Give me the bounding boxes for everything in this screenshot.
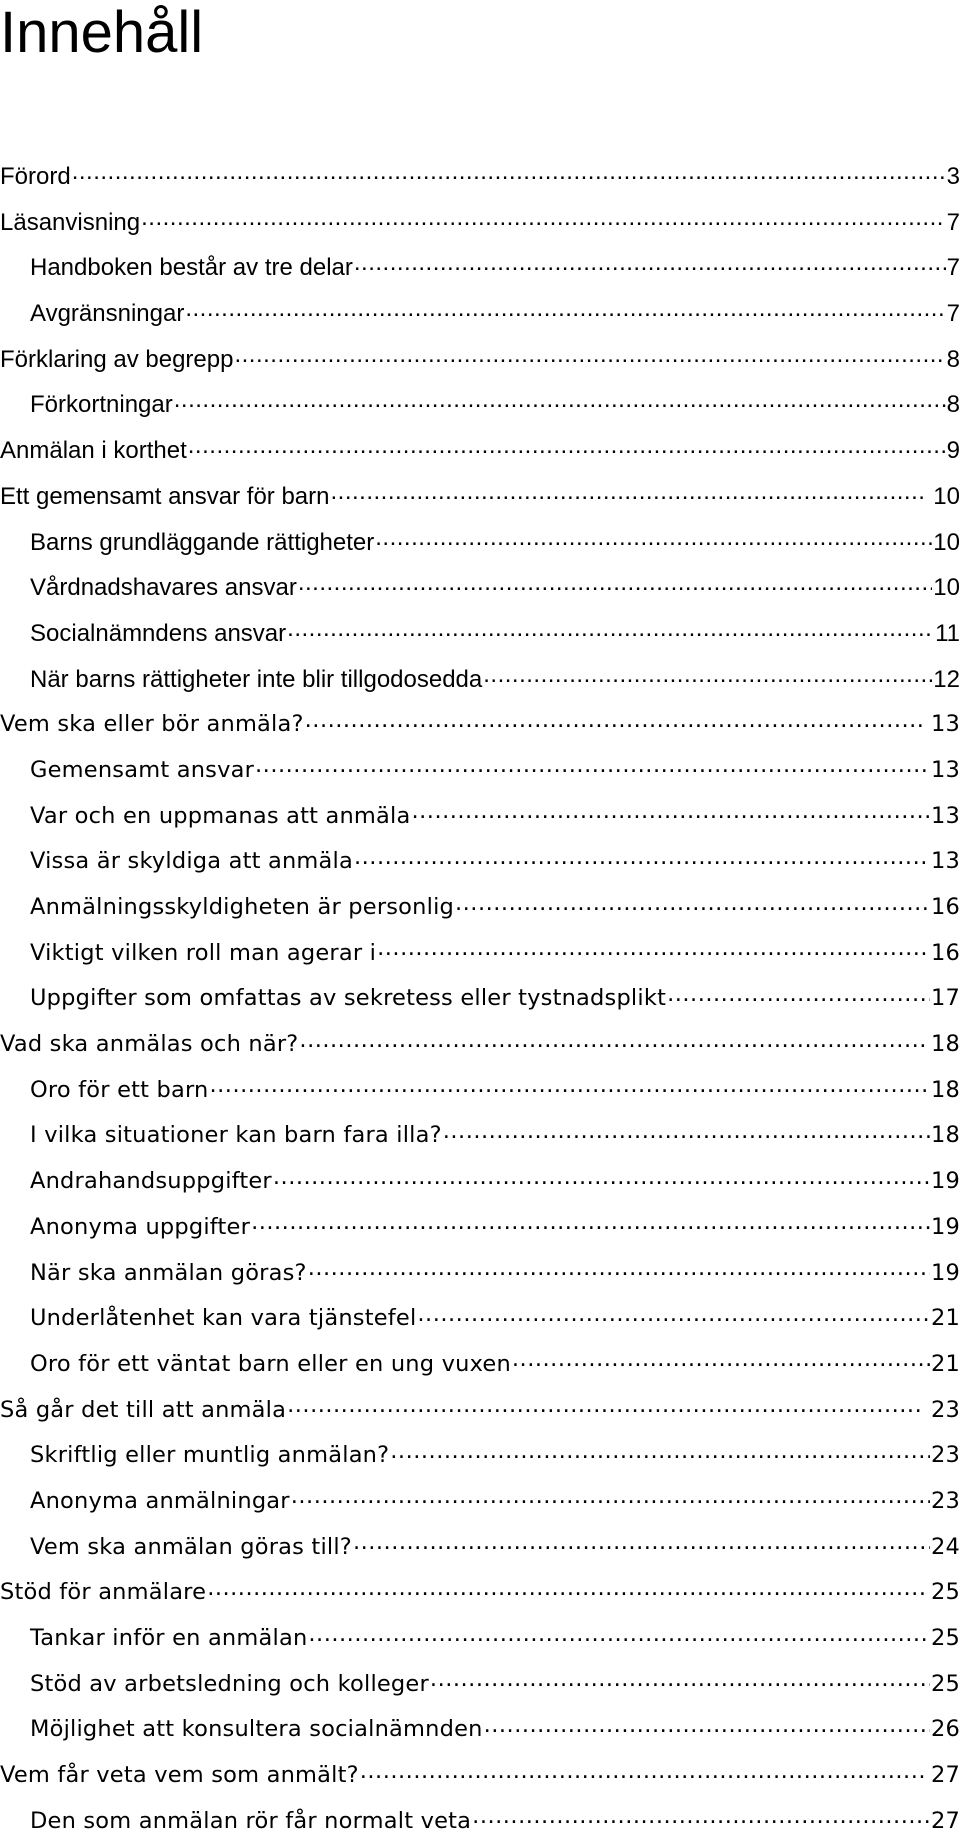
toc-dot-leader xyxy=(443,1120,930,1143)
toc-entry-label: Socialnämndens ansvar xyxy=(30,619,287,647)
toc-dot-leader xyxy=(291,1485,930,1508)
toc-page-number: 19 xyxy=(930,1213,960,1240)
toc-dot-leader xyxy=(375,526,932,550)
toc-dot-leader xyxy=(417,1303,930,1326)
toc-dot-leader xyxy=(234,343,945,367)
toc-entry-label: Anonyma uppgifter xyxy=(30,1213,251,1240)
toc-page-number: 25 xyxy=(930,1625,960,1651)
toc-page-number: 13 xyxy=(930,756,960,783)
toc-entry-label: Var och en uppmanas att anmäla xyxy=(30,802,411,829)
toc-entry-nar-ska-anmalan[interactable] xyxy=(0,1251,960,1297)
toc-entry-rattigheter-tillgodosedda[interactable] xyxy=(0,657,960,703)
toc-entry-label: Skriftlig eller muntlig anmälan? xyxy=(30,1442,390,1469)
toc-entry-label: Andrahandsuppgifter xyxy=(30,1168,272,1195)
toc-entry-personlig[interactable] xyxy=(0,885,960,931)
toc-page-number: 23 xyxy=(930,1442,960,1469)
toc-entry-barns-rattigheter[interactable] xyxy=(0,520,960,566)
toc-dot-leader xyxy=(141,206,946,230)
toc-page-number: 11 xyxy=(935,619,960,647)
toc-dot-leader xyxy=(390,1440,930,1463)
toc-entry-vem-ska-anmala[interactable] xyxy=(0,702,960,748)
toc-entry-sa-gar-det-till[interactable] xyxy=(0,1388,960,1434)
toc-entry-label: Vårdnadshavares ansvar xyxy=(30,574,297,602)
toc-dot-leader xyxy=(299,1029,924,1052)
toc-entry-handboken[interactable] xyxy=(0,245,960,291)
toc-entry-vissa-skyldiga[interactable] xyxy=(0,839,960,885)
toc-entry-label: Så går det till att anmäla xyxy=(0,1396,287,1423)
toc-entry-konsultera[interactable] xyxy=(0,1707,960,1753)
toc-entry-vem-far-veta[interactable] xyxy=(0,1753,960,1799)
toc-entry-label: Stöd för anmälare xyxy=(0,1579,207,1606)
toc-entry-label: Viktigt vilken roll man agerar i xyxy=(30,939,377,966)
toc-entry-label: Uppgifter som omfattas av sekretess eller tystnadsplikt xyxy=(30,985,667,1012)
toc-page-number: 7 xyxy=(946,254,960,282)
toc-entry-label: Förkortningar xyxy=(30,391,173,419)
toc-dot-leader xyxy=(210,1074,930,1097)
toc-entry-label: Anmälningsskyldigheten är personlig xyxy=(30,894,454,920)
toc-dot-leader xyxy=(472,1805,930,1828)
toc-entry-stod-for-anmalare[interactable] xyxy=(0,1570,960,1616)
toc-dot-leader xyxy=(287,1394,924,1417)
toc-dot-leader xyxy=(207,1577,924,1600)
toc-entry-label: Underlåtenhet kan vara tjänstefel xyxy=(30,1305,417,1332)
toc-dot-leader xyxy=(667,983,930,1006)
toc-dot-leader xyxy=(512,1348,930,1371)
toc-dot-leader xyxy=(455,892,930,915)
toc-entry-label: Vissa är skyldiga att anmäla xyxy=(30,848,353,875)
toc-entry-label: Förord xyxy=(0,163,71,190)
toc-page-number: 16 xyxy=(930,894,960,920)
toc-entry-label: Förklaring av begrepp xyxy=(0,345,234,373)
toc-entry-situationer[interactable] xyxy=(0,1113,960,1159)
toc-page-number: 19 xyxy=(930,1259,960,1286)
toc-entry-label: Stöd av arbetsledning och kolleger xyxy=(30,1670,429,1697)
toc-page-number: 13 xyxy=(930,848,960,875)
toc-entry-anonyma-anmalningar[interactable] xyxy=(0,1479,960,1525)
toc-entry-tjanstefel[interactable] xyxy=(0,1296,960,1342)
toc-page-number: 18 xyxy=(930,1122,960,1149)
toc-entry-gemensamt-ansvar[interactable] xyxy=(0,748,960,794)
toc-page-number: 18 xyxy=(930,1076,960,1103)
toc-entry-avgransningar[interactable] xyxy=(0,291,960,337)
toc-entry-label: Oro för ett väntat barn eller en ung vuxen xyxy=(30,1350,511,1377)
toc-page-number: 13 xyxy=(930,802,960,829)
toc-dot-leader xyxy=(360,1760,924,1783)
toc-entry-forord[interactable] xyxy=(0,154,960,200)
toc-page-number: 27 xyxy=(930,1762,960,1789)
toc-entry-oro-for-barn[interactable] xyxy=(0,1068,960,1114)
toc-entry-label: I vilka situationer kan barn fara illa? xyxy=(30,1122,442,1149)
toc-dot-leader xyxy=(188,434,946,458)
toc-dot-leader xyxy=(377,937,930,960)
toc-page-number: 23 xyxy=(930,1396,960,1423)
toc-dot-leader xyxy=(174,388,946,412)
toc-page-number: 12 xyxy=(933,665,960,693)
page-title: Innehåll xyxy=(0,0,204,65)
toc-entry-anmalan-i-korthet[interactable] xyxy=(0,428,960,474)
toc-entry-forklaring[interactable] xyxy=(0,337,960,383)
toc-page-number: 25 xyxy=(930,1670,960,1697)
toc-page-number: 17 xyxy=(930,985,960,1012)
toc-dot-leader xyxy=(484,1714,930,1737)
toc-page-number: 23 xyxy=(930,1487,960,1514)
toc-entry-vardnadshavare[interactable] xyxy=(0,565,960,611)
toc-entry-den-som-anmalan-ror[interactable] xyxy=(0,1799,960,1844)
toc-entry-anonyma-uppgifter[interactable] xyxy=(0,1205,960,1251)
toc-entry-label: Vem får veta vem som anmält? xyxy=(0,1762,359,1789)
toc-entry-label: Ett gemensamt ansvar för barn xyxy=(0,482,330,510)
toc-dot-leader xyxy=(185,297,945,321)
toc-page-number: 10 xyxy=(933,482,960,510)
toc-entry-label: När ska anmälan göras? xyxy=(30,1259,307,1286)
toc-entry-label: Gemensamt ansvar xyxy=(30,756,255,783)
toc-page-number: 3 xyxy=(946,163,960,190)
toc-entry-skriftlig-muntlig[interactable] xyxy=(0,1433,960,1479)
toc-dot-leader xyxy=(308,1257,930,1280)
toc-entry-vem-ska-anmalan-goras-till[interactable] xyxy=(0,1525,960,1571)
toc-entry-label: Handboken består av tre delar xyxy=(30,254,353,282)
toc-entry-arbetsledning[interactable] xyxy=(0,1662,960,1708)
toc-entry-label: Oro för ett barn xyxy=(30,1076,209,1103)
toc-dot-leader xyxy=(298,571,932,595)
toc-page-number: 19 xyxy=(930,1168,960,1195)
toc-page-number: 27 xyxy=(930,1807,960,1834)
toc-entry-vantat-barn[interactable] xyxy=(0,1342,960,1388)
toc-page-number: 7 xyxy=(946,208,960,236)
toc-entry-forkortningar[interactable] xyxy=(0,382,960,428)
toc-entry-gemensamt-ansvar-for-barn[interactable] xyxy=(0,474,960,520)
toc-dot-leader xyxy=(305,709,924,732)
toc-entry-roll[interactable] xyxy=(0,931,960,977)
toc-page-number: 26 xyxy=(930,1716,960,1743)
toc-entry-label: Vem ska anmälan göras till? xyxy=(30,1533,352,1560)
toc-entry-label: Anonyma anmälningar xyxy=(30,1487,290,1514)
toc-entry-label: Vem ska eller bör anmäla? xyxy=(0,711,304,738)
toc-page-number: 9 xyxy=(946,437,960,465)
toc-entry-label: Möjlighet att konsultera socialnämnden xyxy=(30,1716,483,1743)
toc-entry-label: Barns grundläggande rättigheter xyxy=(30,528,375,556)
toc-dot-leader xyxy=(251,1211,930,1234)
toc-entry-label: Den som anmälan rör får normalt veta xyxy=(30,1807,472,1834)
toc-dot-leader xyxy=(483,663,932,687)
toc-entry-vad-ska-anmalas[interactable] xyxy=(0,1022,960,1068)
toc-dot-leader xyxy=(430,1668,930,1691)
toc-page-number: 16 xyxy=(930,939,960,966)
toc-page-number: 21 xyxy=(930,1305,960,1332)
toc-page-number: 8 xyxy=(946,391,960,419)
toc-dot-leader xyxy=(308,1623,930,1646)
toc-dot-leader xyxy=(273,1166,930,1189)
toc-page-number: 18 xyxy=(930,1031,960,1058)
toc-dot-leader xyxy=(354,846,930,869)
toc-entry-andrahandsuppgifter[interactable] xyxy=(0,1159,960,1205)
toc-page-number: 21 xyxy=(930,1350,960,1377)
toc-entry-label: Läsanvisning xyxy=(0,208,141,236)
toc-entry-label: När barns rättigheter inte blir tillgodosedda xyxy=(30,665,483,693)
toc-page-number: 10 xyxy=(933,574,960,602)
toc-entry-tankar[interactable] xyxy=(0,1616,960,1662)
toc-page-number: 13 xyxy=(930,711,960,738)
toc-dot-leader xyxy=(353,1531,930,1554)
table-of-contents xyxy=(0,154,960,1844)
toc-page-number: 10 xyxy=(933,528,960,556)
toc-entry-label: Vad ska anmälas och när? xyxy=(0,1031,299,1058)
toc-entry-socialnamnden[interactable] xyxy=(0,611,960,657)
toc-dot-leader xyxy=(287,617,934,641)
toc-entry-sekretess[interactable] xyxy=(0,976,960,1022)
toc-page-number: 25 xyxy=(930,1579,960,1606)
toc-dot-leader xyxy=(72,160,946,184)
toc-entry-var-och-en[interactable] xyxy=(0,794,960,840)
toc-dot-leader xyxy=(411,800,929,823)
toc-entry-lasanvisning[interactable] xyxy=(0,200,960,246)
toc-page-number: 7 xyxy=(946,300,960,328)
toc-entry-label: Anmälan i korthet xyxy=(0,437,187,465)
toc-page-number: 8 xyxy=(946,345,960,373)
toc-page-number: 24 xyxy=(930,1533,960,1560)
toc-dot-leader xyxy=(255,754,930,777)
toc-dot-leader xyxy=(330,480,926,504)
toc-entry-label: Tankar inför en anmälan xyxy=(30,1625,308,1651)
toc-entry-label: Avgränsningar xyxy=(30,300,185,328)
toc-dot-leader xyxy=(354,251,946,275)
